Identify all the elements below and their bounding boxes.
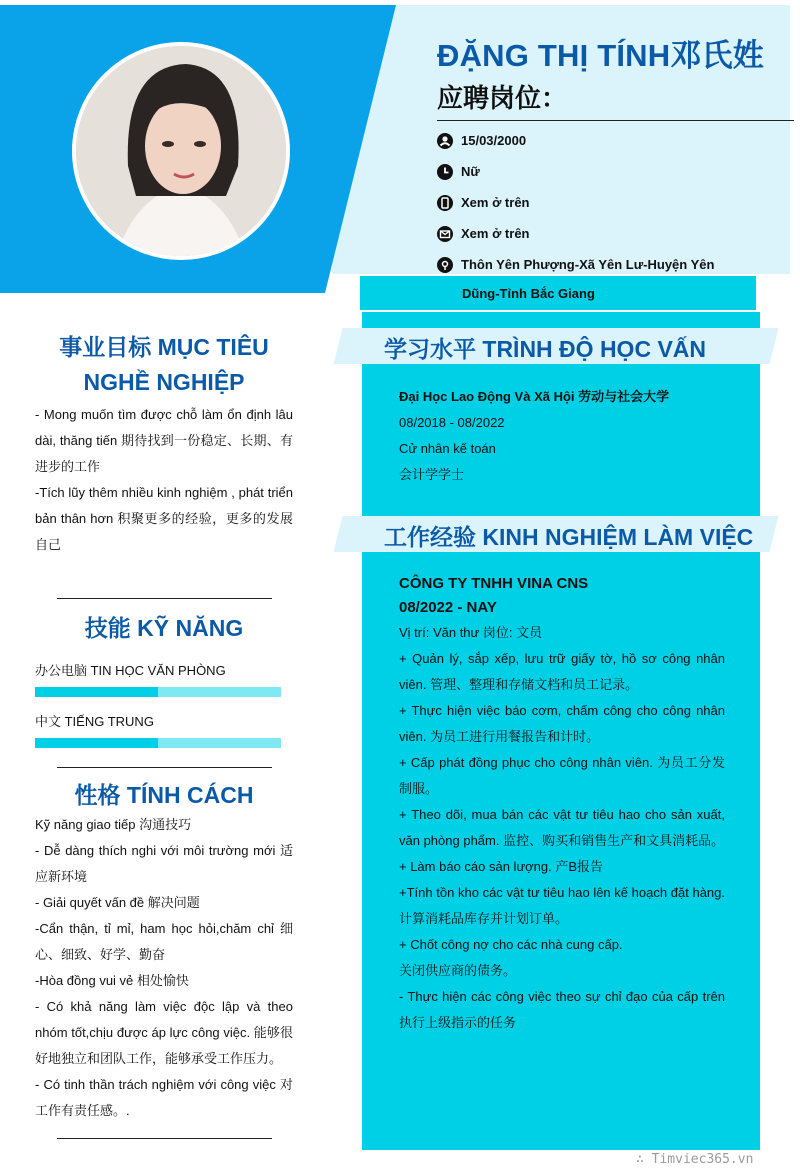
skill-bar-office — [35, 687, 281, 697]
experience-line: + Cấp phát đồng phục cho công nhân viên. 为员工分发制服。 — [399, 755, 725, 796]
personality-line: - Có khả năng làm việc độc lập và theo nhóm tốt,chịu được áp lực công việc. 能够很好地独立和团队工作，能够承受工作压力。 — [35, 999, 293, 1066]
school-name: Đại Học Lao Động Và Xã Hội 劳动与社会大学 — [399, 389, 670, 404]
email: Xem ở trên — [461, 226, 530, 241]
experience-line: + Thực hiện việc báo cơm, chấm công cho công nhân viên. 为员工进行用餐报告和计时。 — [399, 703, 725, 744]
profile-photo — [72, 42, 290, 260]
personality-text — [35, 812, 293, 1124]
experience-line: 关闭供应商的债务。 — [399, 963, 517, 978]
skill-bar-chinese — [35, 738, 281, 748]
experience-line: - Thực hiện các công việc theo sự chỉ đạo của cấp trên 执行上级指示的任务 — [399, 989, 725, 1030]
objective-title-line1: 事业目标 MỤC TIÊU — [59, 334, 269, 360]
education-period: 08/2018 - 08/2022 — [399, 415, 505, 430]
info-phone — [437, 195, 737, 226]
address: Thôn Yên Phượng-Xã Yên Lư-Huyện Yên — [461, 257, 715, 272]
education-title: 学习水平 TRÌNH ĐỘ HỌC VẤN — [384, 336, 706, 362]
divider — [57, 767, 272, 768]
skill-label: 中文 TIẾNG TRUNG — [35, 714, 154, 729]
objective-title-line2: NGHỀ NGHIỆP — [83, 369, 245, 395]
divider — [57, 1138, 272, 1139]
experience-line: Vị trí: Văn thư 岗位: 文员 — [399, 625, 543, 640]
watermark: ∴ Timviec365.vn — [636, 1152, 754, 1167]
birthdate: 15/03/2000 — [461, 133, 527, 148]
address-continued: Dũng-Tỉnh Bắc Giang — [462, 286, 595, 301]
skills-title: 技能 KỸ NĂNG — [84, 615, 244, 641]
degree-cn: 会计学学士 — [399, 467, 465, 482]
contact-info — [437, 133, 737, 288]
info-birthdate — [437, 133, 737, 164]
divider — [57, 598, 272, 599]
info-gender — [437, 164, 737, 195]
objective-paragraph: - Mong muốn tìm được chỗ làm ổn định lâu dài, thăng tiến 期待找到一份稳定、长期、有进步的工作 — [35, 407, 293, 474]
objective-text — [35, 402, 293, 558]
experience-line: + Làm báo cáo sản lượng. 产B报告 — [399, 859, 604, 874]
company-name: CÔNG TY TNHH VINA CNS — [399, 575, 589, 592]
experience-line: + Chốt công nợ cho các nhà cung cấp. — [399, 937, 623, 952]
degree: Cử nhân kế toán — [399, 441, 496, 456]
experience-line: + Quản lý, sắp xếp, lưu trữ giấy tờ, hồ sơ công nhân viên. 管理、整理和存储文档和员工记录。 — [399, 651, 725, 692]
education-section — [399, 384, 729, 488]
experience-line: + Theo dõi, mua bán các vật tư tiêu hao cho sản xuất, văn phòng phẩm. 监控、购买和销售生产和文具消耗品。 — [399, 807, 725, 848]
candidate-name: ĐẶNG THỊ TÍNH邓氏姓 — [437, 38, 764, 73]
info-email — [437, 226, 737, 257]
personality-line: Kỹ năng giao tiếp 沟通技巧 — [35, 817, 192, 832]
person-icon — [437, 133, 453, 149]
header-divider — [437, 120, 794, 121]
personality-line: -Cẩn thận, tỉ mỉ, ham học hỏi,chăm chỉ 细心、细致、好学、勤奋 — [35, 921, 293, 962]
personality-line: - Dễ dàng thích nghi với môi trường mới 适应新环境 — [35, 843, 293, 884]
experience-title: 工作经验 KINH NGHIỆM LÀM VIỆC — [384, 524, 754, 550]
position-label: 应聘岗位： — [437, 83, 568, 113]
personality-title: 性格 TÍNH CÁCH — [74, 782, 254, 808]
phone-icon — [437, 195, 453, 211]
skill-fill — [35, 738, 158, 748]
skill-label: 办公电脑 TIN HỌC VĂN PHÒNG — [35, 663, 226, 678]
experience-period: 08/2022 - NAY — [399, 599, 497, 616]
experience-line: +Tính tồn kho các vật tư tiêu hao lên kế hoạch đặt hàng. 计算消耗品库存并计划订单。 — [399, 885, 725, 926]
gender: Nữ — [461, 164, 480, 179]
objective-title — [35, 330, 293, 400]
personality-line: -Hòa đồng vui vẻ 相处愉快 — [35, 973, 189, 988]
experience-section — [399, 572, 725, 1036]
location-icon — [437, 257, 453, 273]
personality-line: - Có tinh thần trách nghiệm với công việc 对工作有责任感。. — [35, 1077, 293, 1118]
phone: Xem ở trên — [461, 195, 530, 210]
skill-fill — [35, 687, 158, 697]
personality-line: - Giải quyết vấn đề 解决问题 — [35, 895, 200, 910]
email-icon — [437, 226, 453, 242]
clock-icon — [437, 164, 453, 180]
objective-paragraph: -Tích lũy thêm nhiều kinh nghiệm , phát triển bản thân hơn 积聚更多的经验，更多的发展自己 — [35, 485, 293, 552]
